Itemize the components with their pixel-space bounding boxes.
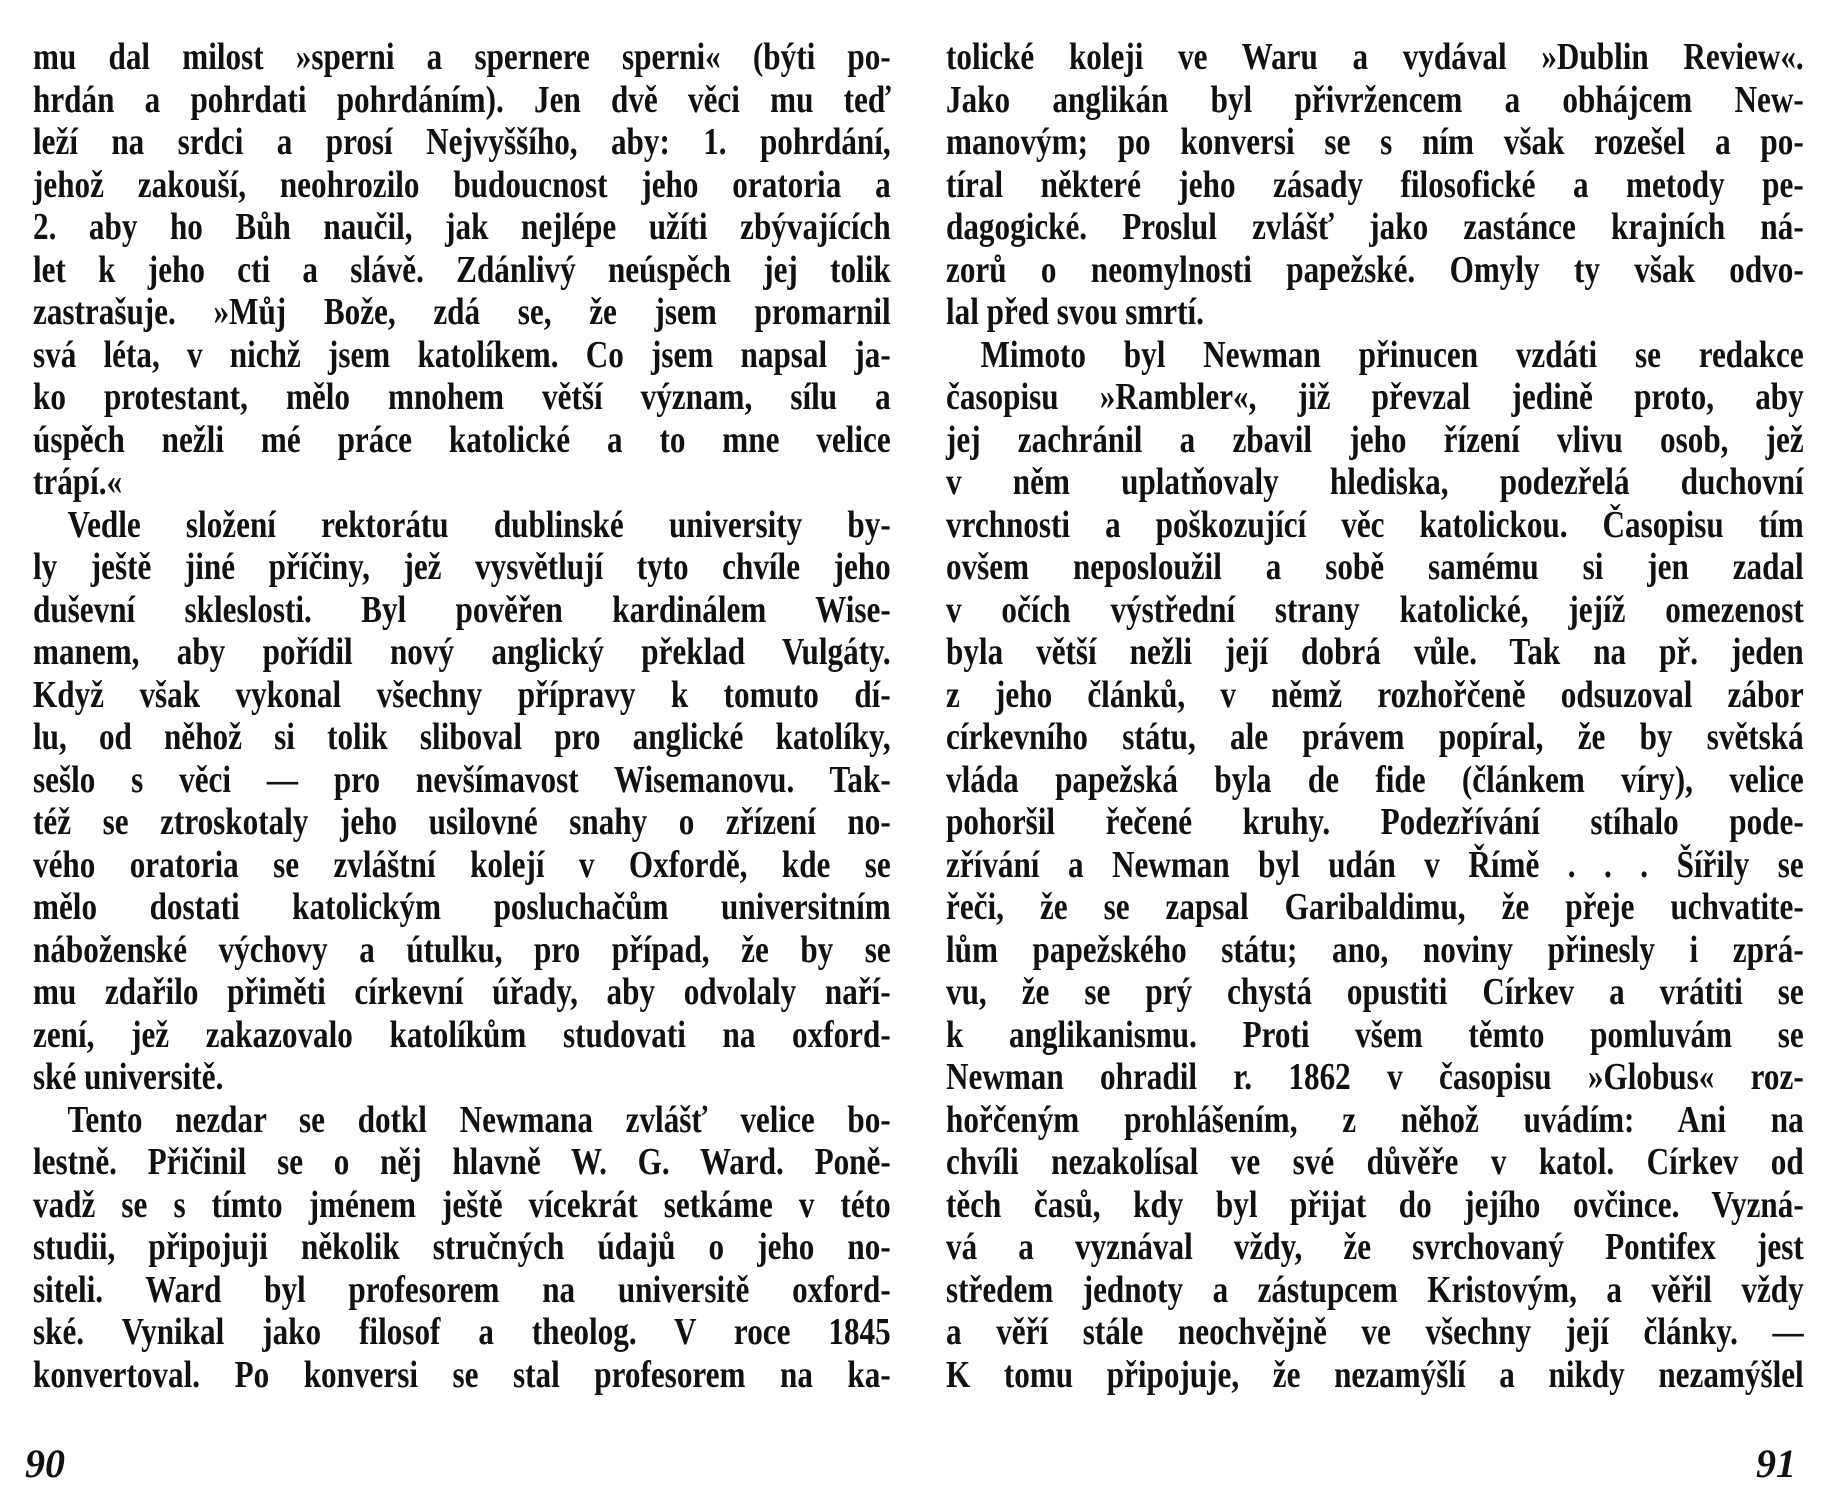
text-line: jehož zakouší, neohrozilo budoucnost jeho oratoria a [33,163,891,206]
text-line: v očích výstřední strany katolické, jejíž omezenost [946,588,1804,631]
page-right [913,0,1826,1501]
text-line: vrchnosti a poškozující věc katolickou. Časopisu tím [946,503,1804,546]
text-line: náboženské výchovy a útulku, pro případ, že by se [33,928,891,971]
text-line: v něm uplatňovaly hlediska, podezřelá duchovní [946,461,1804,503]
text-line: hořčeným prohlášením, z něhož uvádím: Ani na [946,1098,1804,1141]
text-line: pohoršil řečené kruhy. Podezřívání stíhalo pode- [946,801,1804,843]
text-line: a věří stále neochvějně ve všechny její články. — [946,1311,1804,1353]
text-line: mu dal milost »sperni a spernere sperni« (býti po- [33,36,891,78]
text-line: Když však vykonal všechny přípravy k tomuto dí- [33,673,891,716]
text-column-right [946,36,1804,1396]
text-line: manem, aby pořídil nový anglický překlad Vulgáty. [33,631,891,673]
text-line: Newman ohradil r. 1862 v časopisu »Globus« roz- [946,1056,1804,1098]
text-line: chvíli nezakolísal ve své důvěře v katol. Církev od [946,1141,1804,1183]
text-line: Mimoto byl Newman přinucen vzdáti se redakce [980,333,1804,376]
text-line: Tento nezdar se dotkl Newmana zvlášť velice bo- [67,1098,891,1141]
text-line: ské universitě. [33,1056,224,1098]
text-line: svá léta, v nichž jsem katolíkem. Co jsem napsal ja- [33,333,891,376]
text-line: mělo dostati katolickým posluchačům universitním [33,886,891,928]
text-line: lu, od něhož si tolik sliboval pro anglické katolíky, [33,716,891,758]
text-line: zorů o neomylnosti papežské. Omyly ty však odvo- [946,248,1804,291]
text-column-left [33,36,891,1396]
text-line: studii, připojuji několik stručných údajů o jeho no- [33,1226,891,1268]
text-line: trápí.« [33,461,123,503]
text-line: hrdán a pohrdati pohrdáním). Jen dvě věci mu teď [33,78,891,121]
text-line: ko protestant, mělo mnohem větší význam, sílu a [33,376,891,418]
text-line: vého oratoria se zvláštní kolejí v Oxfordě, kde se [33,843,891,886]
text-line: vu, že se prý chystá opustiti Církev a vrátiti se [946,971,1804,1013]
text-line: ské. Vynikal jako filosof a theolog. V roce 1845 [33,1311,891,1353]
text-line: sešlo s věci — pro nevšímavost Wisemanovu. Tak- [33,758,891,801]
text-line: byla větší nežli její dobrá vůle. Tak na př. jeden [946,631,1804,673]
text-line: též se ztroskotaly jeho usilovné snahy o zřízení no- [33,801,891,843]
text-line: konvertoval. Po konversi se stal profesorem na ka- [33,1353,891,1396]
text-line: leží na srdci a prosí Nejvyššího, aby: 1. pohrdání, [33,121,891,163]
text-line: tíral některé jeho zásady filosofické a metody pe- [946,163,1804,206]
text-line: zastrašuje. »Můj Bože, zdá se, že jsem promarnil [33,291,891,333]
text-line: úspěch nežli mé práce katolické a to mne velice [33,418,891,461]
text-line: K tomu připojuje, že nezamýšlí a nikdy nezamýšlel [946,1353,1804,1396]
text-line: dagogické. Proslul zvlášť jako zastánce krajních ná- [946,206,1804,248]
text-line: zřívání a Newman byl udán v Římě . . . Šířily se [946,843,1804,886]
text-line: vá a vyznával vždy, že svrchovaný Pontifex jest [946,1226,1804,1268]
text-line: Vedle složení rektorátu dublinské university by- [67,503,891,546]
text-line: jej zachránil a zbavil jeho řízení vlivu osob, jež [946,418,1804,461]
text-line: lestně. Přičinil se o něj hlavně W. G. Ward. Poně- [33,1141,891,1183]
text-line: duševní skleslosti. Byl pověřen kardinálem Wise- [33,588,891,631]
text-line: tolické koleji ve Waru a vydával »Dublin Review«. [946,36,1804,78]
text-line: lům papežského státu; ano, noviny přinesly i zprá- [946,928,1804,971]
text-line: církevního státu, ale právem popíral, že by světská [946,716,1804,758]
page-number-right: 91 [1756,1441,1796,1486]
text-line: k anglikanismu. Proti všem těmto pomluvám se [946,1013,1804,1056]
text-line: let k jeho cti a slávě. Zdánlivý neúspěch jej tolik [33,248,891,291]
text-line: mu zdařilo přiměti církevní úřady, aby odvolaly naří- [33,971,891,1013]
text-line: manovým; po konversi se s ním však rozešel a po- [946,121,1804,163]
text-line: siteli. Ward byl profesorem na universitě oxford- [33,1268,891,1311]
text-line: z jeho článků, v němž rozhořčeně odsuzoval zábor [946,673,1804,716]
text-line: ovšem neposloužil a sobě samému si jen zadal [946,546,1804,588]
text-line: vadž se s tímto jménem ještě vícekrát setkáme v této [33,1183,891,1226]
text-line: ly ještě jiné příčiny, jež vysvětlují tyto chvíle jeho [33,546,891,588]
text-line: řeči, že se zapsal Garibaldimu, že přeje uchvatite- [946,886,1804,928]
text-line: zení, jež zakazovalo katolíkům studovati na oxford- [33,1013,891,1056]
text-line: 2. aby ho Bůh naučil, jak nejlépe užíti zbývajících [33,206,891,248]
text-line: středem jednoty a zástupcem Kristovým, a věřil vždy [946,1268,1804,1311]
text-line: časopisu »Rambler«, již převzal jedině proto, aby [946,376,1804,418]
text-line: Jako anglikán byl přivržencem a obhájcem New- [946,78,1804,121]
page-number-left: 90 [25,1441,65,1486]
text-line: těch časů, kdy byl přijat do jejího ovčince. Vyzná- [946,1183,1804,1226]
text-line: vláda papežská byla de fide (článkem víry), velice [946,758,1804,801]
text-line: lal před svou smrtí. [946,291,1204,333]
